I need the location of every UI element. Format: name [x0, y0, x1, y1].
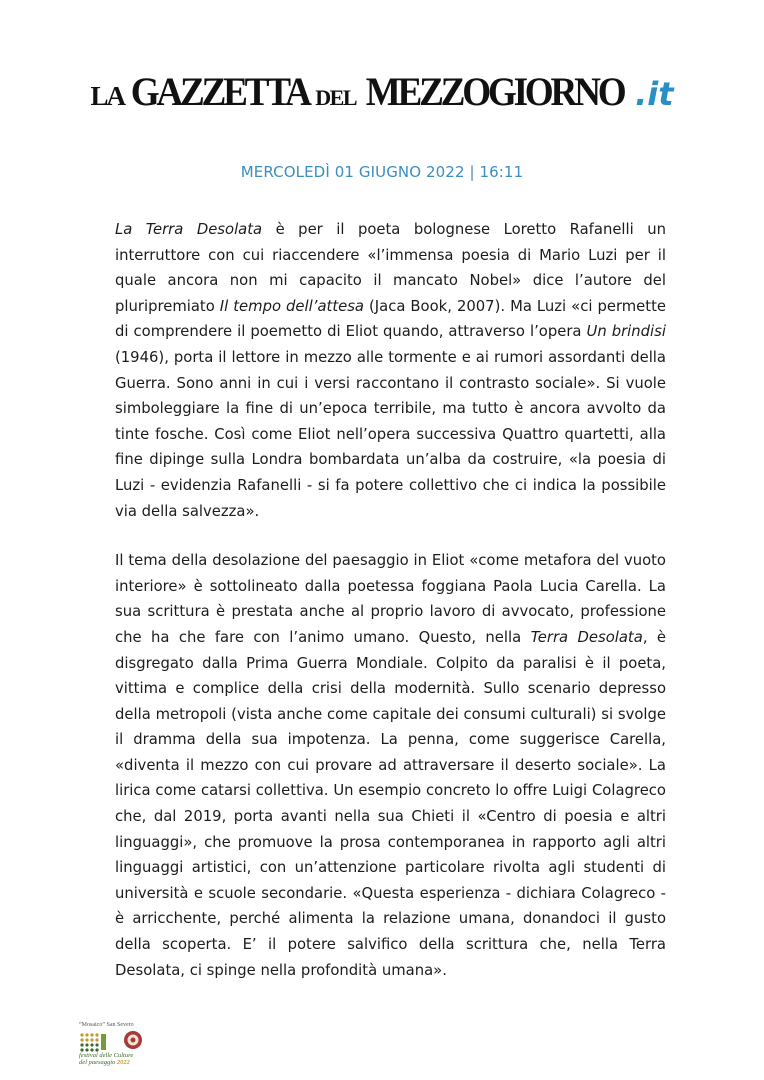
festival-logo-top-line: “Mosaico” San Severo: [79, 1022, 134, 1028]
article-dateline: MERCOLEDÌ 01 GIUGNO 2022 | 16:11: [240, 163, 524, 181]
masthead-gazzetta: GAZZETTA: [130, 69, 309, 114]
mosaic-grid-icon: [79, 1032, 107, 1052]
paragraph-text-run: (1946), porta il lettore in mezzo alle tormente e ai rumori assordanti della Guerra. Sono anni in cui i versi raccontano il contrasto sociale». Si vuole simboleggiare la fine di un’epoca terribile, ma tutto è ancora avvolto da tinte fosche. Così come Eliot nell’opera successiva Quattro quartetti, alla fine dipinge sulla Londra bombardata un’alba da costruire, «la poesia di Luzi - evidenzia Rafanelli - si fa potere collettivo che ci indica la possibile via della salvezza».: [115, 348, 666, 520]
masthead-logo: [0, 69, 764, 114]
festival-logo-line-paesaggio: del paesaggio: [79, 1059, 116, 1066]
paragraph-text-run: Il tema della desolazione del paesaggio in Eliot «come metafora del vuoto interiore» è sottolineato dalla poetessa foggiana Paola Lucia Carella. La sua scrittura è prestata anche al proprio lavoro di avvocato, professione che ha che fare con l’animo umano. Questo, nella: [115, 552, 666, 646]
seal-emblem-icon: [123, 1030, 143, 1050]
italic-title-text: Un brindisi: [586, 323, 666, 341]
masthead-la: LA: [90, 81, 124, 111]
article-paragraph-2: [115, 548, 666, 983]
masthead-del: DEL: [315, 85, 357, 110]
article-paragraph-1: [115, 217, 666, 524]
festival-logo-year: 2022: [116, 1059, 130, 1066]
masthead-mezzogiorno: MEZZOGIORNO: [365, 69, 624, 114]
festival-logo-bottom-text: [79, 1052, 145, 1066]
paragraph-text-run: , è disgregato dalla Prima Guerra Mondiale. Colpito da paralisi è il poeta, vittima e complice della crisi della modernità. Sullo scenario depresso della metropoli (vista anche come capitale dei consumi culturali) si svolge il dramma della sua impotenza. La penna, come suggerisce Carella, «diventa il mezzo con cui provare ad attraversare il deserto sociale». La lirica come catarsi collettiva. Un esempio concreto lo offre Luigi Colagreco che, dal 2019, porta avanti nella sua Chieti il «Centro di poesia e altri linguaggi», che promuove la prosa contemporanea in rapporto agli altri linguaggi artistici, con un’attenzione particolare rivolta agli studenti di università e scuole secondarie. «Questa esperienza - dichiara Colagreco - è arricchente, perché alimenta la relazione umana, donandoci il gusto della scoperta. E’ il potere salvifico della scrittura che, nella Terra Desolata, ci spinge nella profondità umana».: [115, 628, 667, 979]
article-body: [115, 217, 666, 1007]
paragraph-text-run: è per il poeta bolognese Loretto Rafanelli un interruttore con cui riaccendere «l’immensa poesia di Mario Luzi per il quale ancora non mi capacito il mancato Nobel» dice l’autore del pluripremiato: [115, 221, 666, 315]
paragraph-text-run: (Jaca Book, 2007). Ma Luzi «ci permette di comprendere il poemetto di Eliot quando, attraverso l’opera: [115, 297, 666, 341]
festival-logo: [79, 1022, 145, 1068]
italic-title-text: La Terra Desolata: [115, 221, 263, 238]
italic-title-text: Terra Desolata: [530, 628, 643, 646]
masthead-tld: .it: [635, 75, 674, 113]
italic-title-text: Il tempo dell’attesa: [219, 297, 364, 315]
festival-logo-line-festival: festival delle Culture: [79, 1052, 134, 1059]
